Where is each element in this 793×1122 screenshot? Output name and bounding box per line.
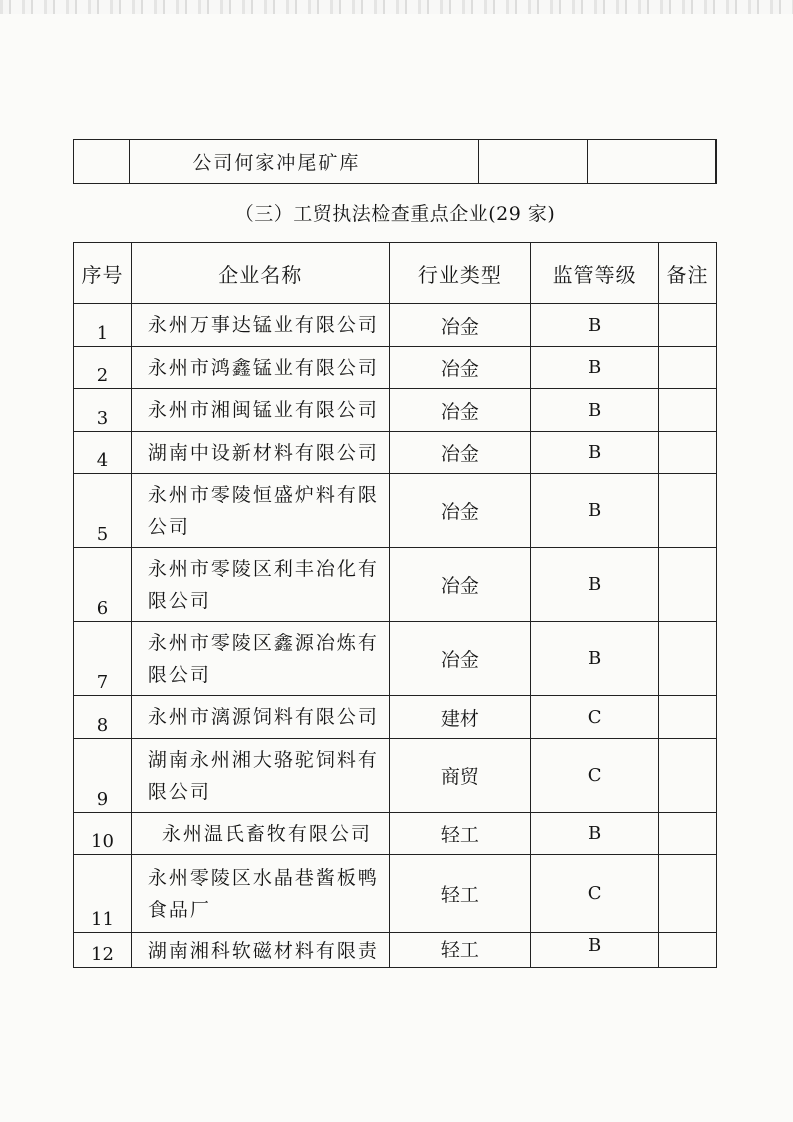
industry-type: 冶金	[389, 347, 531, 389]
company-name: 永州市漓源饲料有限公司	[131, 696, 389, 739]
table-row	[74, 933, 717, 968]
table-row	[74, 622, 717, 696]
table-header-row	[74, 243, 717, 304]
note	[659, 622, 717, 696]
row-number: 4	[74, 432, 132, 474]
industry-type: 冶金	[389, 304, 531, 347]
table-row	[74, 347, 717, 389]
note	[659, 813, 717, 855]
supervision-level: B	[531, 813, 659, 855]
table-row	[74, 474, 717, 548]
row-number: 2	[74, 347, 132, 389]
company-name: 永州市湘闽锰业有限公司	[131, 389, 389, 432]
note	[659, 548, 717, 622]
supervision-level: B	[531, 432, 659, 474]
header-industry: 行业类型	[389, 243, 531, 304]
supervision-level: B	[531, 622, 659, 696]
table-row	[74, 140, 717, 184]
company-name: 永州万事达锰业有限公司	[131, 304, 389, 347]
section-title: （三）工贸执法检查重点企业(29 家)	[234, 203, 556, 225]
supervision-level: B	[531, 548, 659, 622]
table-row	[74, 432, 717, 474]
scan-edge	[0, 0, 793, 14]
table-row	[74, 304, 717, 347]
table-row	[74, 739, 717, 813]
note	[659, 474, 717, 548]
note	[659, 739, 717, 813]
table-row	[74, 548, 717, 622]
row-number: 5	[74, 474, 132, 548]
supervision-level: C	[531, 739, 659, 813]
industry-type: 冶金	[389, 389, 531, 432]
industry-type: 建材	[389, 696, 531, 739]
table-row	[74, 855, 717, 933]
company-name: 永州零陵区水晶巷酱板鸭食品厂	[131, 855, 389, 933]
company-name: 永州市零陵区鑫源冶炼有限公司	[131, 622, 389, 696]
row-number: 1	[74, 304, 132, 347]
company-name: 湖南中设新材料有限公司	[131, 432, 389, 474]
row-number: 12	[74, 933, 132, 968]
industry-type: 商贸	[389, 739, 531, 813]
note	[659, 696, 717, 739]
industry-type: 轻工	[389, 813, 531, 855]
company-name: 永州市零陵区利丰冶化有限公司	[131, 548, 389, 622]
company-name: 永州温氏畜牧有限公司	[131, 813, 389, 855]
table-cell	[478, 140, 588, 184]
company-name: 永州市零陵恒盛炉料有限公司	[131, 474, 389, 548]
note	[659, 432, 717, 474]
industry-type: 轻工	[389, 933, 531, 968]
supervision-level: B	[531, 933, 659, 968]
supervision-level: B	[531, 304, 659, 347]
industry-type: 冶金	[389, 432, 531, 474]
company-name: 永州市鸿鑫锰业有限公司	[131, 347, 389, 389]
header-no: 序号	[74, 243, 132, 304]
header-note: 备注	[659, 243, 717, 304]
company-name: 湖南永州湘大骆驼饲料有限公司	[131, 739, 389, 813]
supervision-level: C	[531, 855, 659, 933]
company-name: 湖南湘科软磁材料有限责	[131, 933, 389, 968]
supervision-level: C	[531, 696, 659, 739]
table-cell	[74, 140, 130, 184]
table-row	[74, 389, 717, 432]
row-number: 11	[74, 855, 132, 933]
table-row	[74, 696, 717, 739]
industry-type: 轻工	[389, 855, 531, 933]
row-number: 6	[74, 548, 132, 622]
row-number: 9	[74, 739, 132, 813]
industry-type: 冶金	[389, 548, 531, 622]
company-name-cell: 公司何家冲尾矿库	[130, 140, 478, 184]
header-name: 企业名称	[131, 243, 389, 304]
supervision-level: B	[531, 347, 659, 389]
note	[659, 304, 717, 347]
industry-type: 冶金	[389, 622, 531, 696]
note	[659, 933, 717, 968]
note	[659, 855, 717, 933]
previous-table-fragment	[73, 139, 717, 184]
enterprise-table	[73, 242, 717, 968]
table-row	[74, 813, 717, 855]
supervision-level: B	[531, 474, 659, 548]
table-cell	[588, 140, 716, 184]
row-number: 10	[74, 813, 132, 855]
table-cell	[716, 140, 717, 184]
note	[659, 347, 717, 389]
note	[659, 389, 717, 432]
row-number: 8	[74, 696, 132, 739]
header-level: 监管等级	[531, 243, 659, 304]
supervision-level: B	[531, 389, 659, 432]
row-number: 7	[74, 622, 132, 696]
industry-type: 冶金	[389, 474, 531, 548]
row-number: 3	[74, 389, 132, 432]
